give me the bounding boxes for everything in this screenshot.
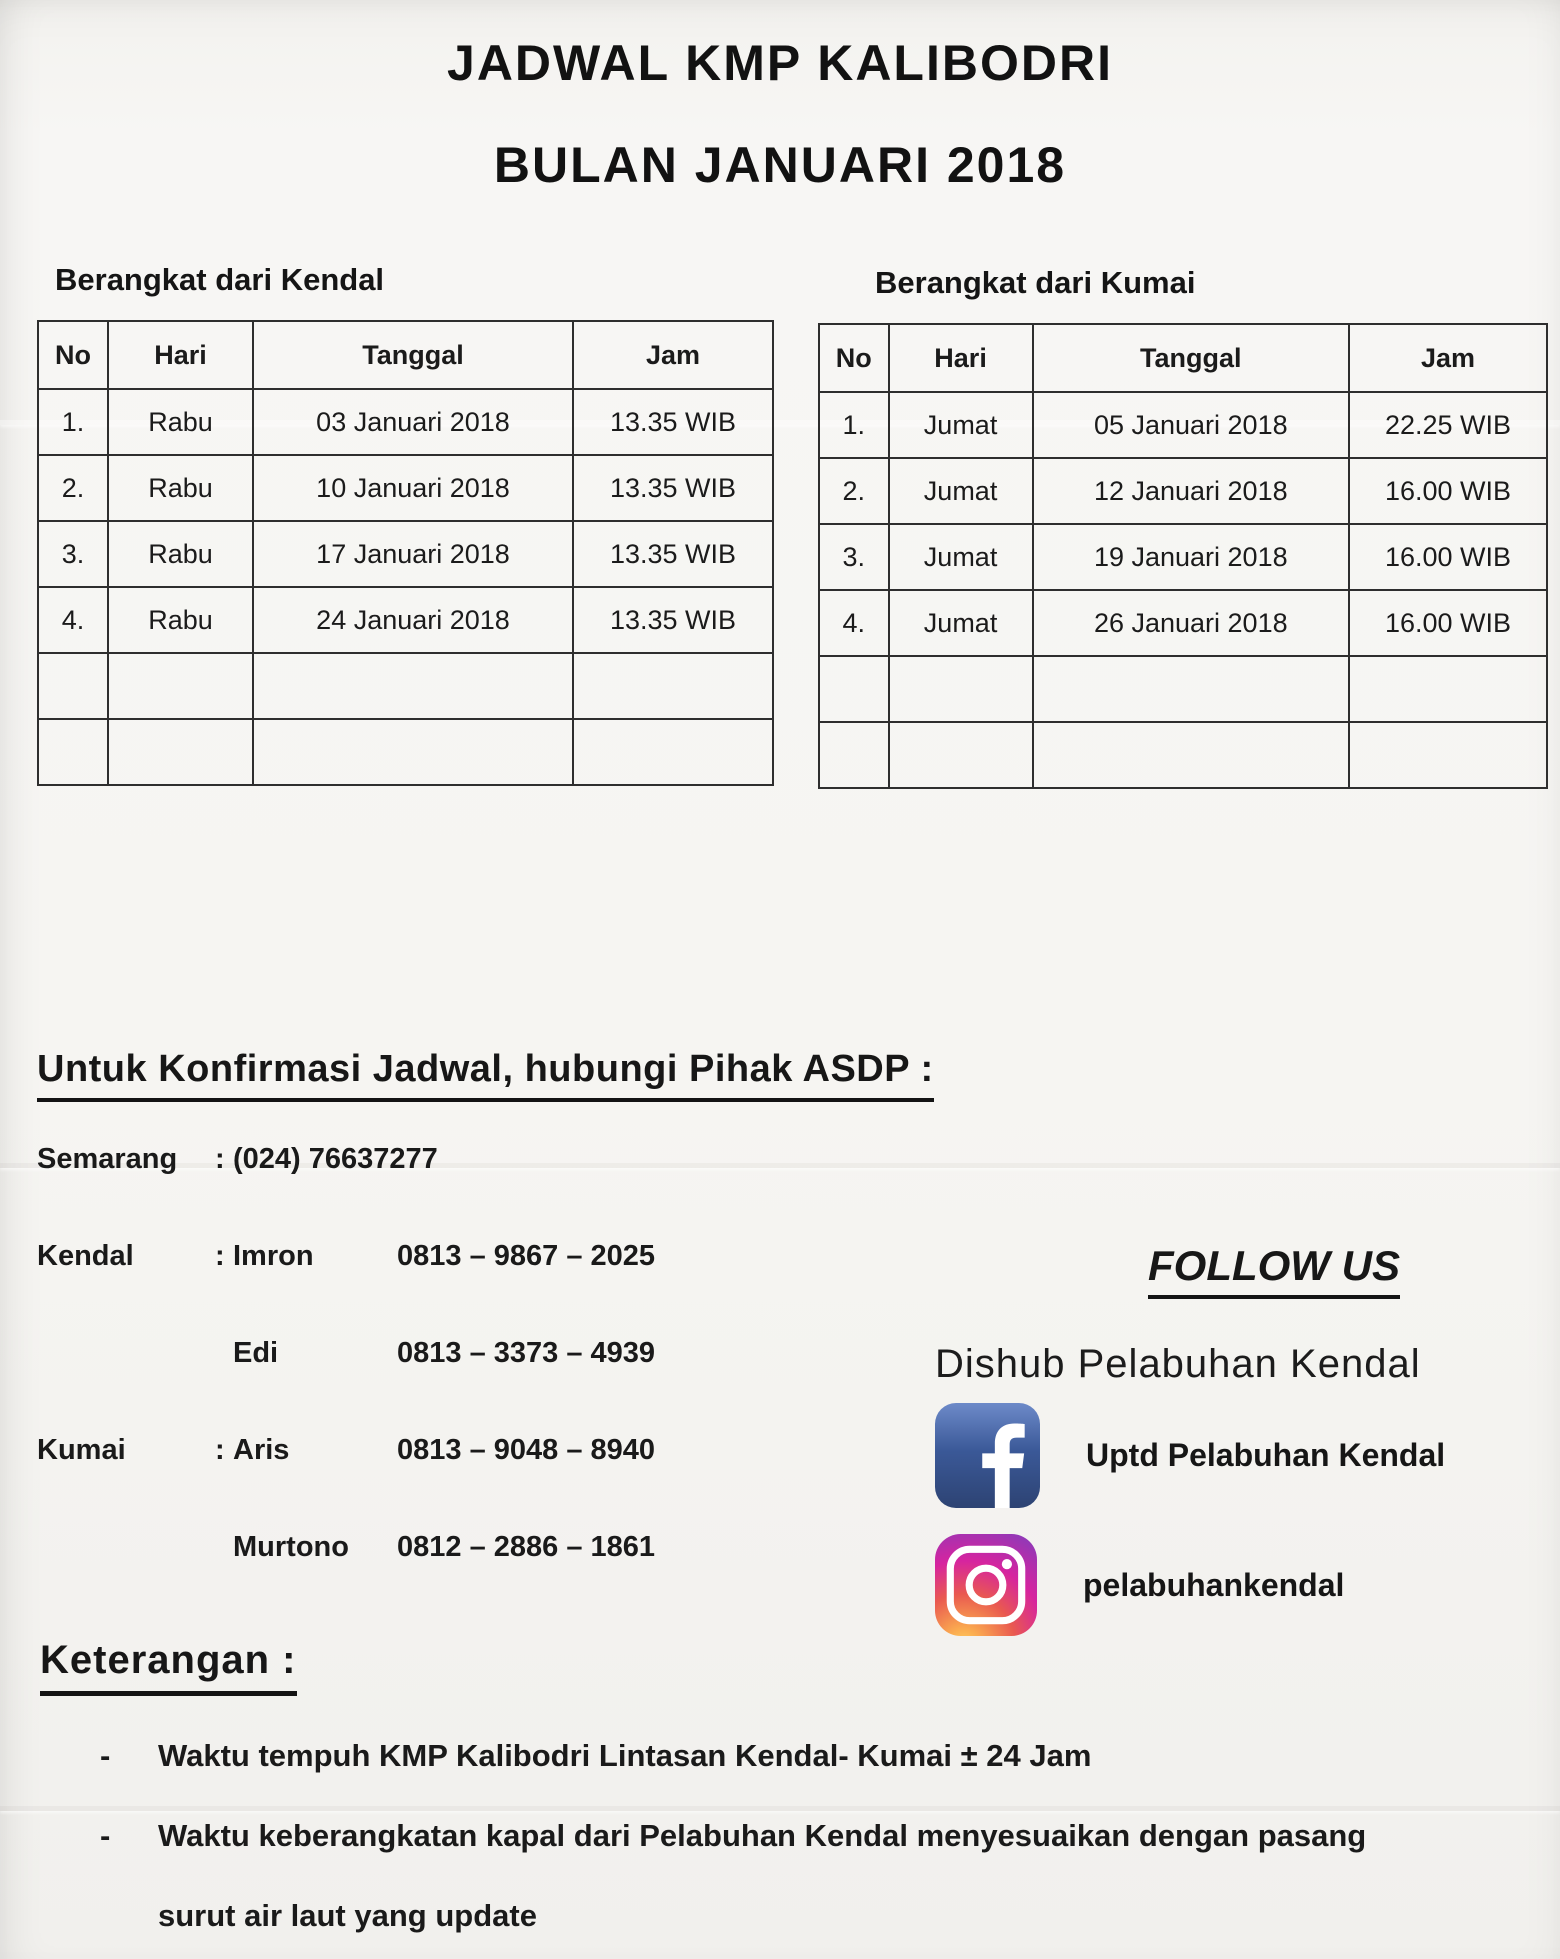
column-header: Tanggal bbox=[1033, 324, 1349, 392]
table-cell: Jumat bbox=[889, 590, 1033, 656]
table-cell: Rabu bbox=[108, 389, 253, 455]
instagram-row bbox=[935, 1534, 1445, 1636]
table-cell: 13.35 WIB bbox=[573, 389, 773, 455]
contact-location: Kendal bbox=[37, 1239, 134, 1272]
table-cell bbox=[253, 653, 573, 719]
table-row bbox=[819, 590, 1547, 656]
table-cell: 24 Januari 2018 bbox=[253, 587, 573, 653]
note-text: Waktu keberangkatan kapal dari Pelabuhan Kendal menyesuaikan dengan pasang surut air laut yang update bbox=[158, 1818, 1367, 1933]
departure-section-kendal bbox=[37, 262, 777, 786]
table-cell: 3. bbox=[38, 521, 108, 587]
table-row bbox=[38, 521, 773, 587]
table-cell bbox=[1033, 722, 1349, 788]
instagram-icon bbox=[935, 1534, 1037, 1636]
table-cell bbox=[889, 656, 1033, 722]
facebook-row bbox=[935, 1403, 1445, 1508]
column-header: Jam bbox=[1349, 324, 1547, 392]
table-row bbox=[819, 722, 1547, 788]
social-links bbox=[935, 1403, 1445, 1662]
table-cell bbox=[38, 719, 108, 785]
note-item bbox=[100, 1716, 1370, 1796]
contact-phone: 0813 – 9048 – 8940 bbox=[397, 1433, 656, 1466]
contact-name: Murtono bbox=[233, 1530, 349, 1563]
table-cell bbox=[819, 722, 889, 788]
section-heading-kumai: Berangkat dari Kumai bbox=[875, 265, 1196, 300]
contact-row bbox=[37, 1431, 797, 1469]
table-cell: Rabu bbox=[108, 455, 253, 521]
note-bullet: - bbox=[100, 1818, 111, 1853]
table-cell bbox=[573, 653, 773, 719]
table-cell bbox=[1033, 656, 1349, 722]
table-cell: 1. bbox=[38, 389, 108, 455]
table-cell: Jumat bbox=[889, 524, 1033, 590]
table-cell: Rabu bbox=[108, 521, 253, 587]
table-cell: 26 Januari 2018 bbox=[1033, 590, 1349, 656]
contact-name: Imron bbox=[233, 1239, 314, 1272]
table-cell: 16.00 WIB bbox=[1349, 458, 1547, 524]
facebook-icon bbox=[935, 1403, 1040, 1508]
column-header: No bbox=[38, 321, 108, 389]
title-line-2: BULAN JANUARI 2018 bbox=[493, 137, 1067, 193]
note-item bbox=[100, 1796, 1370, 1956]
table-cell: 13.35 WIB bbox=[573, 521, 773, 587]
contact-row bbox=[37, 1334, 797, 1372]
table-cell bbox=[108, 719, 253, 785]
table-row bbox=[819, 656, 1547, 722]
contact-phone: 0813 – 3373 – 4939 bbox=[397, 1336, 656, 1369]
section-heading-kendal: Berangkat dari Kendal bbox=[55, 262, 385, 297]
follow-us-heading: FOLLOW US bbox=[1148, 1242, 1400, 1299]
table-cell: 4. bbox=[819, 590, 889, 656]
table-row bbox=[38, 455, 773, 521]
contact-separator: : bbox=[215, 1142, 225, 1175]
document-title bbox=[0, 34, 1560, 194]
table-cell bbox=[889, 722, 1033, 788]
table-cell bbox=[819, 656, 889, 722]
contact-row bbox=[37, 1237, 797, 1275]
table-cell bbox=[573, 719, 773, 785]
notes-list bbox=[100, 1716, 1370, 1956]
schedule-table-kendal bbox=[37, 320, 774, 786]
contact-separator: : bbox=[215, 1433, 225, 1466]
contact-phone: 0813 – 9867 – 2025 bbox=[397, 1239, 656, 1272]
table-cell bbox=[1349, 656, 1547, 722]
column-header: Hari bbox=[889, 324, 1033, 392]
title-line-1: JADWAL KMP KALIBODRI bbox=[447, 35, 1113, 91]
departure-section-kumai bbox=[818, 265, 1548, 789]
table-row bbox=[819, 392, 1547, 458]
table-cell: 13.35 WIB bbox=[573, 455, 773, 521]
notes-heading: Keterangan : bbox=[40, 1638, 297, 1696]
table-row bbox=[819, 524, 1547, 590]
contact-location: Kumai bbox=[37, 1433, 126, 1466]
table-row bbox=[819, 458, 1547, 524]
table-header-row bbox=[38, 321, 773, 389]
note-bullet: - bbox=[100, 1738, 111, 1773]
table-cell: 2. bbox=[819, 458, 889, 524]
schedule-table-kumai bbox=[818, 323, 1548, 789]
table-cell bbox=[1349, 722, 1547, 788]
table-header-row bbox=[819, 324, 1547, 392]
note-text: Waktu tempuh KMP Kalibodri Lintasan Kendal- Kumai ± 24 Jam bbox=[158, 1738, 1092, 1773]
table-cell: 16.00 WIB bbox=[1349, 590, 1547, 656]
contact-name: Aris bbox=[233, 1433, 290, 1466]
contact-list bbox=[37, 1140, 797, 1625]
contact-location: Semarang bbox=[37, 1142, 178, 1175]
table-cell: 05 Januari 2018 bbox=[1033, 392, 1349, 458]
table-cell: 16.00 WIB bbox=[1349, 524, 1547, 590]
table-cell bbox=[253, 719, 573, 785]
table-cell: 22.25 WIB bbox=[1349, 392, 1547, 458]
column-header: No bbox=[819, 324, 889, 392]
table-cell: 2. bbox=[38, 455, 108, 521]
confirmation-heading: Untuk Konfirmasi Jadwal, hubungi Pihak ASDP : bbox=[37, 1048, 934, 1102]
contact-name: Edi bbox=[233, 1336, 279, 1369]
facebook-label: Uptd Pelabuhan Kendal bbox=[1086, 1437, 1446, 1473]
table-cell: 13.35 WIB bbox=[573, 587, 773, 653]
table-cell: 1. bbox=[819, 392, 889, 458]
contact-separator: : bbox=[215, 1239, 225, 1272]
table-cell: Jumat bbox=[889, 392, 1033, 458]
table-cell: 12 Januari 2018 bbox=[1033, 458, 1349, 524]
table-cell: 4. bbox=[38, 587, 108, 653]
table-cell bbox=[38, 653, 108, 719]
column-header: Jam bbox=[573, 321, 773, 389]
instagram-label: pelabuhankendal bbox=[1083, 1566, 1345, 1603]
table-row bbox=[38, 653, 773, 719]
table-cell: 03 Januari 2018 bbox=[253, 389, 573, 455]
contact-row bbox=[37, 1528, 797, 1566]
table-row bbox=[38, 719, 773, 785]
table-row bbox=[38, 389, 773, 455]
contact-name: (024) 76637277 bbox=[233, 1142, 438, 1175]
organization-name: Dishub Pelabuhan Kendal bbox=[935, 1342, 1421, 1386]
table-cell: 10 Januari 2018 bbox=[253, 455, 573, 521]
table-cell: Rabu bbox=[108, 587, 253, 653]
table-cell bbox=[108, 653, 253, 719]
contact-phone: 0812 – 2886 – 1861 bbox=[397, 1530, 656, 1563]
table-cell: 19 Januari 2018 bbox=[1033, 524, 1349, 590]
table-cell: 17 Januari 2018 bbox=[253, 521, 573, 587]
contact-row bbox=[37, 1140, 797, 1178]
table-cell: 3. bbox=[819, 524, 889, 590]
column-header: Hari bbox=[108, 321, 253, 389]
table-row bbox=[38, 587, 773, 653]
table-cell: Jumat bbox=[889, 458, 1033, 524]
column-header: Tanggal bbox=[253, 321, 573, 389]
